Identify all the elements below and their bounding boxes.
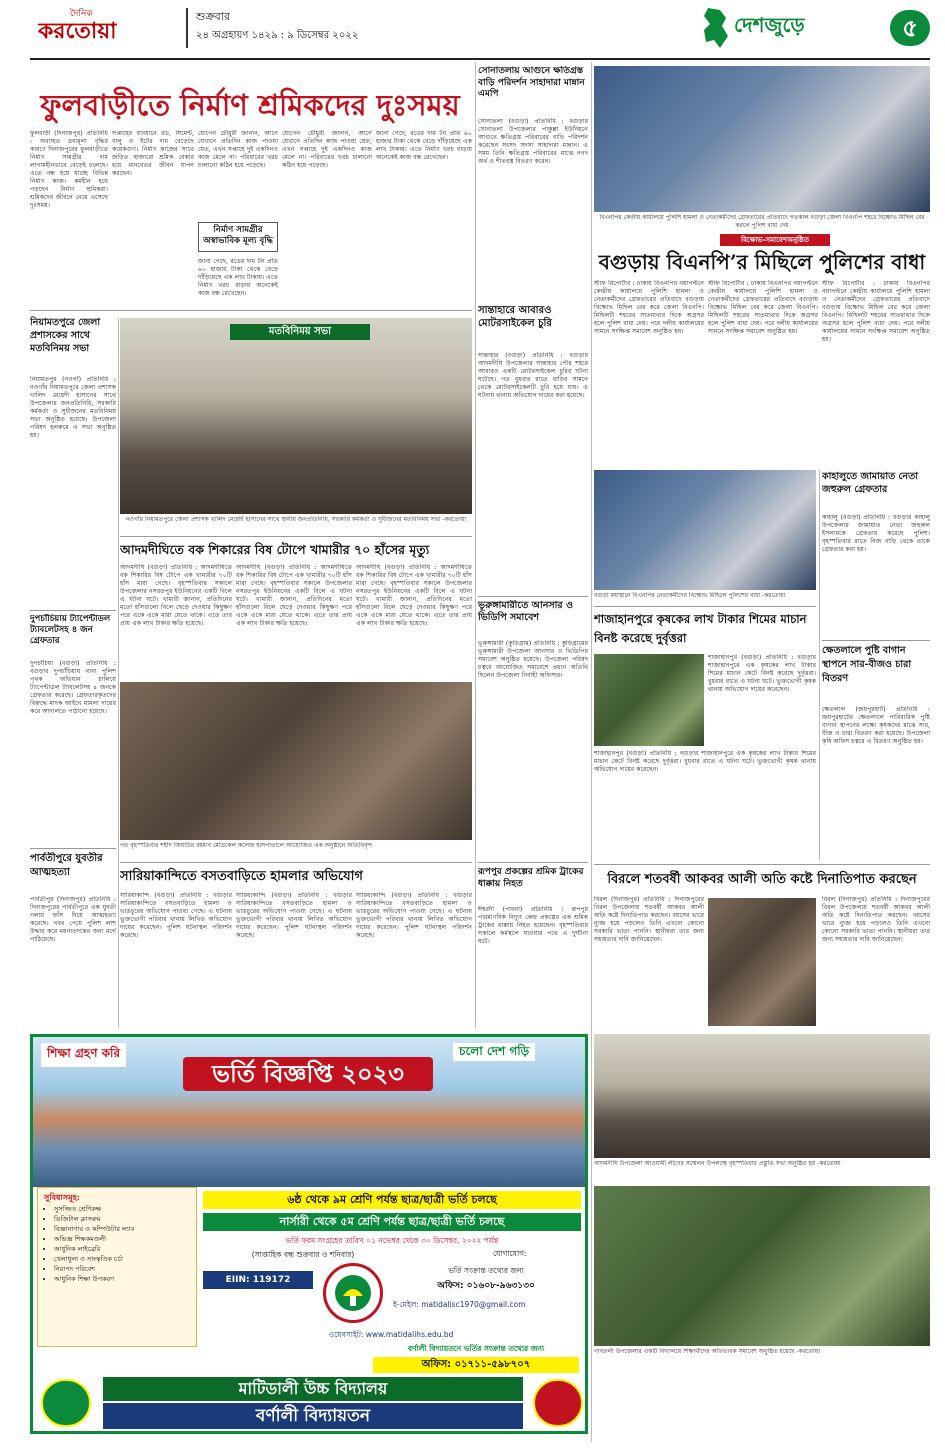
ad-contact-label: যোগাযোগ: [493, 1249, 527, 1258]
biral-body-col1: বিরল (দিনাজপুর) প্রতিনিধি : দিনাজপুরের বিরল উপজেলায় শতবর্ষী আকবর আলী অতি কষ্টে দিনাতিপাত করছেন। বয়সের ভারে ন্যুব্জ হয়ে পড়লেও তিনি এখনো কোনো সরকারি ভাতা পাননি। স্থানীয়রা তার জন্য সহায়তার দাবি জানিয়েছেন। [594, 896, 704, 943]
ad-feature: • আধুনিক শিক্ষা উপকরণ [54, 1274, 194, 1284]
bnp-body-col2: স্টাফ রিপোর্টার : ঢাকায় বিএনপির নয়াপল্টনে কেন্দ্রীয় কার্যালয়ে পুলিশি হামলা ও নেতাকর্মীদের গ্রেফতারের প্রতিবাদে বগুড়ায় বিক্ষোভ মিছিল বের করে জেলা বিএনপি। মিছিলটি শহরের সাতমাথার দিকে অগ্রসর হলে পুলিশ বাধা দেয়। পরে দলীয় কার্যালয়ের সামনে সংক্ষিপ্ত সমাবেশ অনুষ্ঠিত হয়। [708, 280, 818, 335]
college-caption: গত বৃহস্পতিবার শহীদ জিয়াউর রহমান মেডিকেল কলেজ হাসপাতালে আয়োজিত এক অনুষ্ঠানে অতিথিবৃন্দ [120, 842, 373, 849]
bnp-rally-caption: বিএনপির কেন্দ্রীয় কার্যালয়ে পুলিশি হামলা ও নেতাকর্মীদের গ্রেফতারের প্রতিবাদে গতকাল বগুড়া জেলা বিএনপি শহরে বিক্ষোভ মিছিল বের করলে পুলিশ বাধা দেয় [599, 214, 925, 229]
college-photo [120, 682, 472, 840]
dupchanchia-body: দুপচাঁচিয়া (বগুড়া) প্রতিনিধি : বগুড়ার দুপচাঁচিয়ায় থানা পুলিশ পৃথক অভিযান চালিয়ে ট্যাপেন্টাডল ট্যাবলেটসহ ৪ জনকে গ্রেফতার করেছে। গ্রেফতারকৃতদের বিরুদ্ধে মাদক আইনে মামলা দায়ের করে আদালতে পাঠানো হয়েছে। [30, 660, 116, 715]
masthead-logo: করতোয়া [38, 18, 117, 44]
awami-caption: আদমদীঘি উপজেলা আওয়ামী লীগের সম্মেলন উপলক্ষে বৃহস্পতিবার প্রস্তুতি সভা অনুষ্ঠিত হয় -করতোয়া [594, 1160, 841, 1167]
lead-body-col3: যোগেন চৌধুরী জানান, আগে যেখানে প্রতিদিন কাজ পাওয়া যেত, এখন সপ্তাহে দুই একদিনও কাজ মেলে না। পরিবারের খরচ চালানো কঠিন হয়ে পড়েছে। [198, 130, 278, 169]
niamatpur-banner: মতবিনিময় সভা [230, 324, 370, 340]
ad-logo-left [41, 1379, 91, 1427]
khetlal-headline: ক্ষেতলালে পুষ্টি বাগান স্থাপনে সার-বীজও চারা বিতরণ [822, 645, 912, 684]
lead-body-col2: সপ্তাহের ব্যবধানে রড, সিমেন্ট, বালু ও ইটের দাম বেড়েছে কয়েকগুণ। নির্মাণ কাজের সাথে জড়িত হাজারো শ্রমিক বেকার হয়ে মানবেতর জীবন যাপন করছেন। [112, 130, 194, 177]
ad-email[interactable]: ই-মেইল: matidalisc1970@gmail.com [393, 1300, 526, 1309]
ad-feature: • বিজ্ঞানাগার ও কম্পিউটার ল্যাব [54, 1224, 194, 1234]
ad-feature: • সুসজ্জিত শ্রেণিকক্ষ [54, 1204, 194, 1214]
sonatola-body: সোনাতলা (বগুড়া) প্রতিনিধি : বগুড়ার সোনাতলা উপজেলার পাকুল্লা ইউনিয়নে আগুনে ক্ষতিগ্রস্ত পরিবারের বাড়ি পরিদর্শন করেছেন সংসদ সদস্য সাহাদারা মান্নান। এ সময় তিনি ক্ষতিগ্রস্ত পরিবারের মাঝে নগদ অর্থ ও শীতবস্ত্র বিতরণ করেন। [478, 118, 588, 165]
ad-feature: • ডিজিটাল ক্লাসরুম [54, 1214, 194, 1224]
school-photo [594, 1186, 930, 1346]
dupchanchia-headline: দুপচাঁচিয়ায় ট্যাপেন্টাডল ট্যাবলেটসহ ৪ জন গ্রেফতার [30, 614, 111, 646]
lead-body-col1: ফুলবাড়ী (দিনাজপুর) প্রতিনিধি : অব্যাহত দ্রব্যমূল্য বৃদ্ধির কারণে দিনাজপুরের ফুলবাড়ীতে নির্মাণ সামগ্রীর দাম লাগামহীনভাবে বেড়েই চলেছে। এতে বন্ধ হয়ে যাচ্ছে বিভিন্ন নির্মাণ কাজ। কর্মহীন হয়ে পড়ছেন নির্মাণ শ্রমিকরা। শ্রমিকদের জীবনে নেমে এসেছে দুঃসময়। [30, 130, 108, 209]
bhurungamari-headline: ভূরুঙ্গামারীতে আনসার ও ভিডিপি সমাবেশ [478, 600, 573, 623]
shajahanpur-body: শাজাহানপুর (বগুড়া) প্রতিনিধি : বগুড়ার শাজাহানপুরে এক কৃষকের লাখ টাকার শিমের মাচান কেটে বিনষ্ট করেছে দুর্বৃত্তরা। বুধবার রাতে এ ঘটনা ঘটে। ভুক্তভোগী কৃষক থানায় অভিযোগ দায়ের করেছেন। [594, 750, 816, 773]
bnp-kicker: বিক্ষোভ-সমাবেশঅনুষ্ঠিত [720, 234, 830, 246]
lead-body-col5: জানা গেছে, রডের দাম টন প্রতি ৯০ হাজার টাকা থেকে বেড়ে দাঁড়িয়েছে এক লাখ টাকায়। এতে নির্মাণ খরচ বাড়ায় অনেকেই কাজ বন্ধ রেখেছেন। [376, 130, 472, 161]
santahar-headline: সান্তাহারে আবারও মোটরসাইকেল চুরি [478, 305, 552, 329]
sonatola-headline: সোনাতলায় আগুনে ক্ষতিগ্রস্ত বাড়ি পরিদর্শন সাহাদারা মান্নান এমপি [478, 66, 585, 99]
adamdighi-headline: আদমদীঘিতে বক শিকারের বিষ টোপে খামারীর ৭০ হাঁসের মৃত্যু [120, 542, 430, 557]
ad-title: ভর্তি বিজ্ঞপ্তি ২০২৩ [183, 1057, 433, 1091]
bnp-headline: বগুড়ায় বিএনপি’র মিছিলে পুলিশের বাধা [598, 250, 926, 274]
ad-eiin: EIIN: 119172 [203, 1271, 313, 1289]
ad-school1: মাটিডালী উচ্চ বিদ্যালয় [103, 1377, 523, 1401]
niamatpur-body: নিয়ামতপুর (নওগাঁ) প্রতিনিধি : নওগাঁর নিয়ামতপুরে জেলা প্রশাসক খালিদ মেহেদী হাসানের সাথে উপজেলার জনপ্রতিনিধি, সরকারি কর্মকর্তা ও সুধীজনের মতবিনিময় সভা অনুষ্ঠিত হয়েছে। উপজেলা পরিষদ হলরুমে এ সভা অনুষ্ঠিত হয়। [30, 376, 116, 439]
bangladesh-map-icon [700, 6, 730, 50]
weekday: শুক্রবার [196, 10, 231, 23]
sariakandi-headline: সারিয়াকান্দিতে বসতবাড়িতে হামলার অভিযোগ [120, 869, 363, 884]
bnp-body-col3: স্টাফ রিপোর্টার : ঢাকায় বিএনপির নয়াপল্টনে কেন্দ্রীয় কার্যালয়ে পুলিশি হামলা ও নেতাকর্মীদের গ্রেফতারের প্রতিবাদে বগুড়ায় বিক্ষোভ মিছিল বের করে জেলা বিএনপি। মিছিলটি শহরের সাতমাথার দিকে অগ্রসর হলে পুলিশ বাধা দেয়। পরে দলীয় কার্যালয়ের সামনে সংক্ষিপ্ত সমাবেশ অনুষ্ঠিত হয়। [822, 280, 930, 343]
sariakandi-body-col3: সারিয়াকান্দি (বগুড়া) প্রতিনিধি : বগুড়ার সারিয়াকান্দিতে বসতবাড়িতে হামলা ও ভাঙচুরের অভিযোগ পাওয়া গেছে। এ ঘটনায় ভুক্তভোগী পরিবার থানায় লিখিত অভিযোগ দায়ের করেছেন। পুলিশ ঘটনাস্থল পরিদর্শন করেছে। [356, 892, 472, 939]
ad-school-logo [323, 1263, 383, 1323]
khetlal-body: ক্ষেতলাল (জয়পুরহাট) প্রতিনিধি : জয়পুরহাটের ক্ষেতলালে পারিবারিক পুষ্টি বাগান স্থাপনের লক্ষ্যে কৃষকদের মাঝে সার, বীজ ও চারা বিতরণ করা হয়েছে। উপজেলা কৃষি অফিস চত্বরে এ বিতরণ অনুষ্ঠিত হয়। [822, 706, 930, 745]
rule-sariakandi [120, 862, 472, 863]
bhurungamari-body: ভূরুঙ্গামারী (কুড়িগ্রাম) প্রতিনিধি : কুড়িগ্রামের ভূরুঙ্গামারী উপজেলা আনসার ও ভিডিপির সমাবেশ অনুষ্ঠিত হয়েছে। উপজেলা পরিষদ চত্বরে আয়োজিত সমাবেশে প্রধান অতিথি ছিলেন উপজেলা নির্বাহী অফিসার। [478, 640, 588, 679]
shajahanpur-body-side: শাজাহানপুর (বগুড়া) প্রতিনিধি : বগুড়ার শাজাহানপুরে এক কৃষকের লাখ টাকার শিমের মাচান কেটে বিনষ্ট করেছে দুর্বৃত্তরা। বুধবার রাতে এ ঘটনা ঘটে। ভুক্তভোগী কৃষক থানায় অভিযোগ দায়ের করেছেন। [708, 654, 816, 693]
ad-school2: বর্ণালী বিদ্যায়তন [103, 1403, 523, 1429]
ad-line3: ভর্তি ফরম সংগ্রহের তারিখ ০১ নভেম্বর থেকে ৩০ ডিসেম্বর, ২০২২ পর্যন্ত [285, 1236, 499, 1245]
masthead-small: দৈনিক [70, 9, 93, 19]
rule-niamatpur [30, 310, 472, 311]
bnp-rally-photo [594, 66, 930, 212]
ad-barnali-info: বর্ণালী বিদ্যায়তনে ভর্তির সংক্রান্ত তথ্যের জন্য [407, 1344, 545, 1353]
niamatpur-caption: নওগাঁর নিয়ামতপুরে জেলা প্রশাসক খালিদ মেহেদী হাসানের সাথে স্থানীয় জনপ্রতিনিধি, সরকারি কর্মকর্তা ও সুধীজনের মতবিনিময় সভা -করতোয়া [125, 516, 467, 523]
sariakandi-body-col1: সারিয়াকান্দি (বগুড়া) প্রতিনিধি : বগুড়ার সারিয়াকান্দিতে বসতবাড়িতে হামলা ও ভাঙচুরের অভিযোগ পাওয়া গেছে। এ ঘটনায় ভুক্তভোগী পরিবার থানায় লিখিত অভিযোগ দায়ের করেছেন। পুলিশ ঘটনাস্থল পরিদর্শন করেছে। [120, 892, 232, 939]
page-number: ৫ [890, 10, 930, 46]
adamdighi-body-col2: আদমদীঘি (বগুড়া) প্রতিনিধি : আদমদীঘিতে বক শিকারির বিষ টোপে এক খামারীর ৭০টি হাঁস মারা গেছে। বৃহস্পতিবার সকালে উপজেলার নসরতপুর ইউনিয়নের একটি বিলে এ ঘটনা ঘটে। খামারী জানান, প্রতিদিনের মতো হাঁসগুলো বিলে ছেড়ে দেওয়ার কিছুক্ষণ পরে একে একে মারা যেতে থাকে। এতে তার প্রায় এক লাখ টাকার ক্ষতি হয়েছে। [236, 564, 352, 627]
biral-body-col2: বিরল (দিনাজপুর) প্রতিনিধি : দিনাজপুরের বিরল উপজেলায় শতবর্ষী আকবর আলী অতি কষ্টে দিনাতিপাত করছেন। বয়সের ভারে ন্যুব্জ হয়ে পড়লেও তিনি এখনো কোনো সরকারি ভাতা পাননি। স্থানীয়রা তার জন্য সহায়তার দাবি জানিয়েছেন। [822, 896, 930, 943]
bnp-body-col1: স্টাফ রিপোর্টার : ঢাকায় বিএনপির নয়াপল্টনে কেন্দ্রীয় কার্যালয়ে পুলিশি হামলা ও নেতাকর্মীদের গ্রেফতারের প্রতিবাদে বগুড়ায় বিক্ষোভ মিছিল বের করে জেলা বিএনপি। মিছিলটি শহরের সাতমাথার দিকে অগ্রসর হলে পুলিশ বাধা দেয়। পরে দলীয় কার্যালয়ের সামনে সংক্ষিপ্ত সমাবেশ অনুষ্ঠিত হয়। [594, 280, 704, 335]
masthead [0, 0, 945, 58]
column-rule [591, 62, 592, 1442]
niamatpur-headline: নিয়ামতপুরে জেলা প্রশাসকের সাথে মতবিনিময় সভা [30, 317, 101, 354]
ad-info: ভর্তি সংক্রান্ত তথ্যের জন্য [448, 1266, 524, 1275]
rule-parbatipur [30, 848, 116, 849]
ad-features-box [37, 1187, 197, 1347]
ad-features-list [38, 1204, 194, 1284]
sariakandi-body-col2: সারিয়াকান্দি (বগুড়া) প্রতিনিধি : বগুড়ার সারিয়াকান্দিতে বসতবাড়িতে হামলা ও ভাঙচুরের অভিযোগ পাওয়া গেছে। এ ঘটনায় ভুক্তভোগী পরিবার থানায় লিখিত অভিযোগ দায়ের করেছেন। পুলিশ ঘটনাস্থল পরিদর্শন করেছে। [236, 892, 352, 939]
biral-photo [708, 898, 816, 1026]
parbatipur-headline: পার্বতীপুরে যুবতীর আত্মহত্যা [30, 853, 103, 878]
awami-photo [594, 1034, 930, 1158]
lead-headline: ফুলবাড়ীতে নির্মাণ শ্রমিকদের দুঃসময় [40, 88, 460, 122]
ad-logo-right [533, 1379, 583, 1427]
ad-line1: ৬ষ্ঠ থেকে ৯ম শ্রেণি পর্যন্ত ছাত্র/ছাত্রী ভর্তি চলছে [203, 1191, 581, 1209]
rupur-headline: রূপপুর প্রকল্পের শ্রমিক ট্রাকের ধাক্কায় নিহত [478, 867, 584, 889]
ad-line2: নার্সারী থেকে ৫ম শ্রেণি পর্যন্ত ছাত্র/ছাত্রী ভর্তি চলছে [203, 1213, 581, 1231]
ad-website[interactable]: ওয়েবসাইট: www.matidalihs.edu.bd [328, 1330, 454, 1339]
biral-headline: বিরলে শতবর্ষী আকবর আলী অতি কষ্টে দিনাতিপাত করছেন [607, 872, 917, 887]
shajahanpur-photo [594, 654, 704, 746]
parbatipur-body: পার্বতীপুর (দিনাজপুর) প্রতিনিধি : দিনাজপুরের পার্বতীপুরে এক যুবতী গলায় ফাঁস দিয়ে আত্মহত্যা করেছে। খবর পেয়ে পুলিশ লাশ উদ্ধার করে ময়নাতদন্তের জন্য মর্গে পাঠিয়েছে। [30, 896, 116, 943]
rule-bhurungamari [478, 596, 588, 597]
masthead-rule [30, 58, 930, 60]
ad-feature: • আধুনিক লাইব্রেরি [54, 1244, 194, 1254]
ad-feature: • খেলাধুলা ও সাংস্কৃতিক চর্চা [54, 1254, 194, 1264]
bnp-mahasthan-caption: বগুড়া মহাস্থানে বিএনপির নেতাকর্মীদের বিক্ষোভ মিছিলে পুলিশের বাধা -করতোয়া [594, 592, 786, 599]
adamdighi-body-col1: আদমদীঘি (বগুড়া) প্রতিনিধি : আদমদীঘিতে বক শিকারির বিষ টোপে এক খামারীর ৭০টি হাঁস মারা গেছে। বৃহস্পতিবার সকালে উপজেলার নসরতপুর ইউনিয়নের একটি বিলে এ ঘটনা ঘটে। খামারী জানান, প্রতিদিনের মতো হাঁসগুলো বিলে ছেড়ে দেওয়ার কিছুক্ষণ পরে একে একে মারা যেতে থাকে। এতে তার প্রায় এক লাখ টাকার ক্ষতি হয়েছে। [120, 564, 232, 627]
ad-feature: • অভিজ্ঞ শিক্ষকমণ্ডলী [54, 1234, 194, 1244]
ad-weekly: (সাপ্তাহিক বন্ধ শুক্রবার ও শনিবার) [251, 1250, 355, 1259]
ad-top-left: শিক্ষা গ্রহণ করি [41, 1043, 126, 1067]
kahalu-headline: কাহালুতে জামায়াত নেতা জহুরুল গ্রেফতার [822, 471, 918, 495]
lead-body-col3b: জানা গেছে, রডের দাম টন প্রতি ৯০ হাজার টাকা থেকে বেড়ে দাঁড়িয়েছে এক লাখ টাকায়। এতে নির্মাণ খরচ বাড়ায় অনেকেই কাজ বন্ধ রেখেছেন। [198, 258, 278, 297]
section-name: দেশজুড়ে [734, 14, 805, 37]
ad-barnali-phone: অফিস: ০১৭১১-৫৯৮৭০৭ [373, 1357, 579, 1373]
bnp-mahasthan-photo [594, 470, 816, 590]
rule-adamdighi [120, 536, 472, 537]
ad-top-right: চলো দেশ গড়ি [453, 1043, 535, 1061]
lead-body-col4: যোগেন চৌধুরী জানান, আগে যেখানে প্রতিদিন কাজ পাওয়া যেত, এখন সপ্তাহে দুই একদিনও কাজ মেলে না। পরিবারের খরচ চালানো কঠিন হয়ে পড়েছে। [282, 130, 372, 169]
rupur-body: ঈশ্বরদী (পাবনা) প্রতিনিধি : রূপপুর পারমাণবিক বিদ্যুৎ কেন্দ্র প্রকল্পের এক শ্রমিক ট্রাকের ধাক্কায় নিহত হয়েছেন। বৃহস্পতিবার সকালে কর্মস্থলে যাওয়ার পথে এ দুর্ঘটনা ঘটে। [478, 906, 588, 945]
shajahanpur-headline: শাজাহানপুরে কৃষকের লাখ টাকার শিমের মাচান বিনষ্ট করেছে দুর্বৃত্তরা [594, 612, 807, 645]
ad-office-phone: অফিস: ০১৬০৮-৯৬৩১৩০ [437, 1281, 535, 1291]
admission-ad [30, 1034, 588, 1434]
date-line: ২৪ অগ্রহায়ণ ১৪২৯ : ৯ ডিসেম্বর ২০২২ [196, 30, 359, 41]
niamatpur-photo [120, 318, 472, 514]
rule-shajahanpur [594, 606, 816, 607]
masthead-divider [186, 8, 188, 48]
column-rule [118, 318, 119, 1028]
ad-feature: • নিরাপদ পরিবেশ [54, 1264, 194, 1274]
school-caption: গাবতলী উপজেলার একটি বিদ্যালয়ে শিক্ষার্থীদের অভিভাবক সমাবেশ অনুষ্ঠিত হয়েছে -করতোয়া [594, 1348, 821, 1355]
rule-khetlal [822, 640, 930, 641]
rule-rupur [478, 862, 588, 863]
kahalu-body: কাহালু (বগুড়া) প্রতিনিধি : বগুড়ার কাহালু উপজেলার জামায়াত নেতা জহুরুল ইসলামকে গ্রেফতার করেছে পুলিশ। বৃহস্পতিবার রাতে নিজ বাড়ি থেকে তাকে গ্রেফতার করা হয়। [822, 514, 930, 553]
adamdighi-body-col3: আদমদীঘি (বগুড়া) প্রতিনিধি : আদমদীঘিতে বক শিকারির বিষ টোপে এক খামারীর ৭০টি হাঁস মারা গেছে। বৃহস্পতিবার সকালে উপজেলার নসরতপুর ইউনিয়নের একটি বিলে এ ঘটনা ঘটে। খামারী জানান, প্রতিদিনের মতো হাঁসগুলো বিলে ছেড়ে দেওয়ার কিছুক্ষণ পরে একে একে মারা যেতে থাকে। এতে তার প্রায় এক লাখ টাকার ক্ষতি হয়েছে। [356, 564, 472, 627]
lead-subhead: নির্মাণ সামগ্রীর অস্বাভাবিক মূল্য বৃদ্ধি [198, 222, 278, 252]
column-rule [475, 62, 476, 1028]
ad-features-title: সুবিধাসমূহ: [44, 1192, 80, 1202]
rule-biral [594, 864, 930, 865]
rule-dupchanchia [30, 610, 116, 611]
column-rule [819, 470, 820, 860]
santahar-body: সান্তাহার (বগুড়া) প্রতিনিধি : বগুড়ার আদমদীঘি উপজেলার সান্তাহার পৌর শহরে আবারও একটি মোটরসাইকেল চুরির ঘটনা ঘটেছে। গত বুধবার রাতে বাড়ির সামনে থেকে মোটরসাইকেলটি চুরি হয়ে যায়। এ ঘটনায় থানায় অভিযোগ দায়ের করা হয়েছে। [478, 352, 588, 399]
